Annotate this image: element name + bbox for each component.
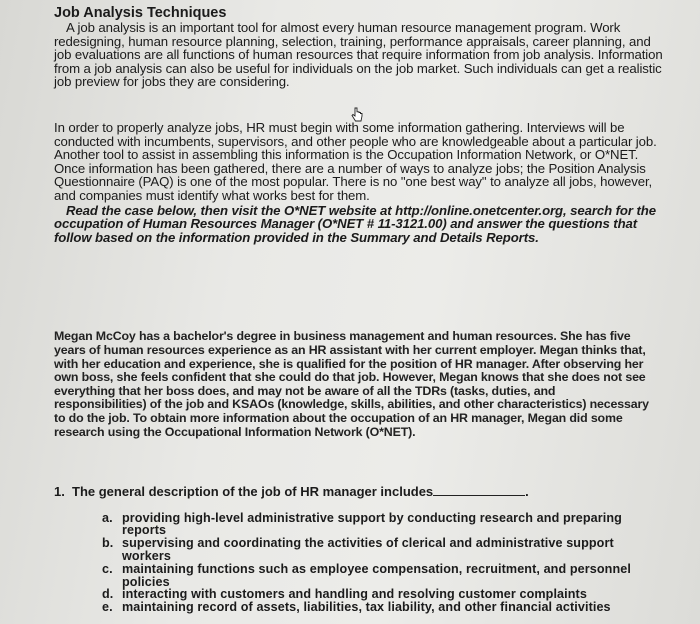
option-b xyxy=(102,537,654,563)
analysis-paragraph: In order to properly analyze jobs, HR must begin with some information gathering. Interviews will be conducted with incumbents, supervisors, and other people who are knowledgeable about a particular job. Another tool to assist in assembling this information is the Occupation Information Network, or O*NET. Once information has been gathered, there are a number of ways to analyze jobs; the Position Analysis Questionnaire (PAQ) is one of the most popular. There is no "one best way" to analyze all jobs, however, and companies must identify what works best for them. xyxy=(54,120,657,203)
question-section xyxy=(54,472,654,614)
intro-paragraph: A job analysis is an important tool for almost every human resource management program. Work redesigning, human resource planning, selection, training, performance appraisals, career planning, and job evaluations are all functions of human resources that require information from job analysis. Information from a job analysis can also be useful for individuals on the job market. Such individuals can get a realistic job preview for jobs they are considering. xyxy=(54,20,663,90)
option-text: maintaining record of assets, liabilities, tax liability, and other financial activities xyxy=(122,600,611,615)
case-section xyxy=(54,318,649,452)
question-number: 1. xyxy=(54,484,65,499)
option-text: providing high-level administrative support by conducting research and preparing reports xyxy=(122,510,622,538)
document-title: Job Analysis Techniques xyxy=(54,5,227,21)
option-text: supervising and coordinating the activities of clerical and administrative support workers xyxy=(122,536,614,563)
option-letter: c. xyxy=(102,561,113,576)
question-1 xyxy=(54,485,654,499)
option-letter: d. xyxy=(102,587,114,602)
option-text: interacting with customers and handling and resolving customer complaints xyxy=(122,587,587,602)
option-e xyxy=(102,601,654,614)
option-a xyxy=(102,512,654,538)
question-text: The general description of the job of HR manager includes xyxy=(72,484,434,499)
intro-section xyxy=(54,5,664,89)
case-paragraph: Megan McCoy has a bachelor's degree in business management and human resources. She has five years of human resources experience as an HR assistant with her current employer. Megan thinks that, with her education and experience, she is qualified for the position of HR manager. After observing her own boss, she feels confident that she could do that job. However, Megan knows that she does not see everything that her boss does, and may not be aware of all the TDRs (tasks, duties, and responsibilities) of the job and KSAOs (knowledge, skills, abilities, and other characteristics) necessary to do the job. To obtain more information about the occupation of an HR manager, Megan did some research using the Occupational Information Network (O*NET). xyxy=(54,329,649,439)
option-letter: b. xyxy=(102,536,114,551)
option-c xyxy=(102,563,654,589)
option-text: maintaining functions such as employee compensation, recruitment, and personnel policies xyxy=(122,561,631,589)
question-end: . xyxy=(525,484,529,499)
information-gathering-section xyxy=(54,121,664,244)
answer-options xyxy=(54,512,654,614)
instruction-paragraph: Read the case below, then visit the O*NET website at http://online.onetcenter.org, search for the occupation of Human Resources Manager (O*NET # 11-3121.00) and answer the questions that follow based on the information provided in the Summary and Details Reports. xyxy=(54,202,656,245)
answer-blank xyxy=(433,485,525,496)
option-letter: e. xyxy=(102,600,113,615)
option-letter: a. xyxy=(102,510,113,525)
